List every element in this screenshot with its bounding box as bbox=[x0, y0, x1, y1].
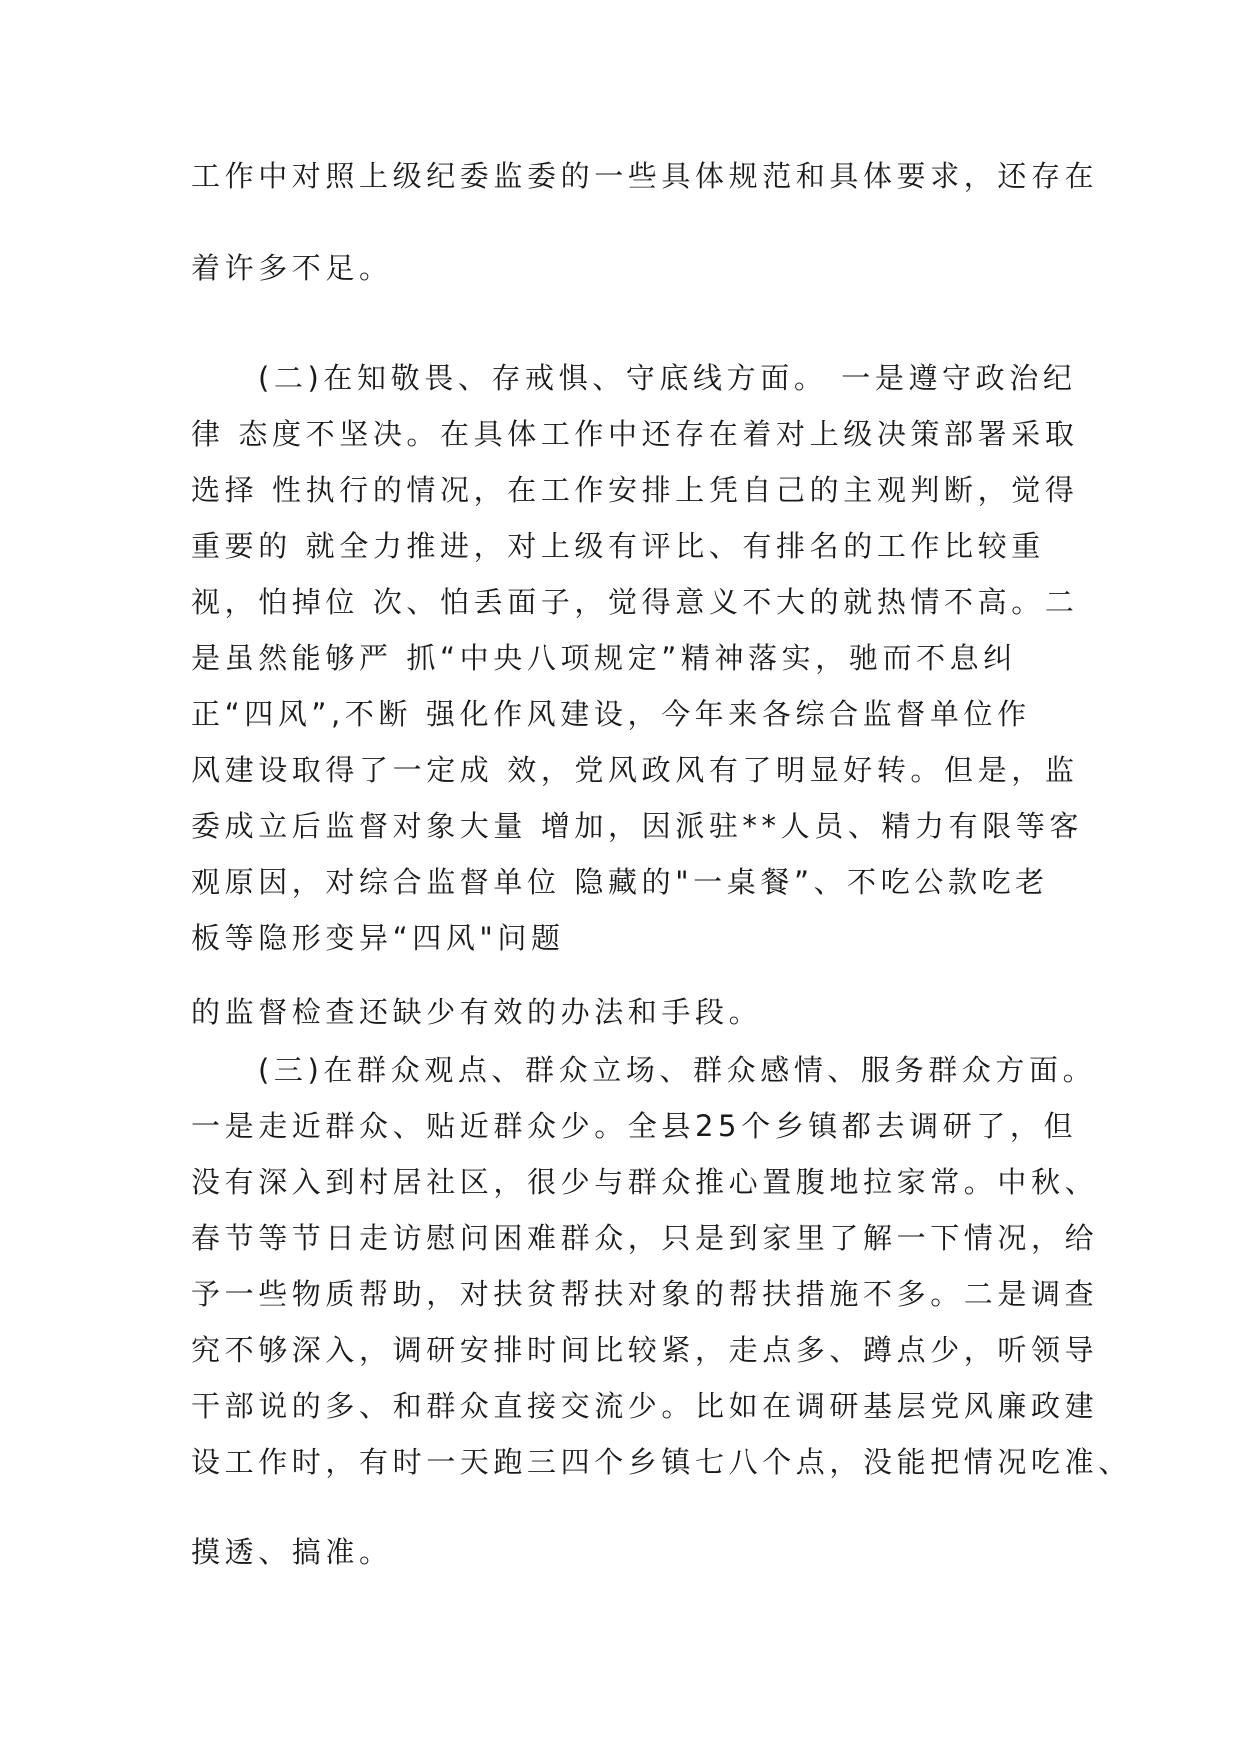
text-line: 没有深入到村居社区，很少与群众推心置腹地拉家常。中秋、 bbox=[191, 1165, 1099, 1199]
text-line: 选择 性执行的情况，在工作安排上凭自己的主观判断，觉得 bbox=[191, 473, 1079, 507]
section-heading-line: (二)在知敬畏、存戒惧、守底线方面。 一是遵守政治纪 bbox=[258, 361, 1077, 395]
text-line: 视，怕掉位 次、怕丢面子，觉得意义不大的就热情不高。二 bbox=[191, 585, 1079, 619]
text-line: 一是走近群众、贴近群众少。全县25个乡镇都去调研了，但 bbox=[191, 1109, 1078, 1143]
text-line: 究不够深入，调研安排时间比较紧，走点多、蹲点少，听领导 bbox=[191, 1333, 1099, 1367]
text-line: 干部说的多、和群众直接交流少。比如在调研基层党风廉政建 bbox=[191, 1389, 1099, 1423]
text-line: 风建设取得了一定成 效，党风政风有了明显好转。但是，监 bbox=[191, 753, 1079, 787]
text-line: 观原因，对综合监督单位 隐藏的"一桌餐”、不吃公款吃老 bbox=[191, 865, 1049, 899]
text-line: 工作中对照上级纪委监委的一些具体规范和具体要求，还存在 bbox=[191, 159, 1099, 193]
text-line: 设工作时，有时一天跑三四个乡镇七八个点，没能把情况吃准、 bbox=[191, 1445, 1132, 1479]
text-line: 摸透、搞准。 bbox=[191, 1535, 393, 1569]
text-line: 委成立后监督对象大量 增加，因派驻**人员、精力有限等客 bbox=[191, 809, 1084, 843]
text-line: 春节等节日走访慰问困难群众，只是到家里了解一下情况，给 bbox=[191, 1221, 1099, 1255]
text-line: 正“四风”,不断 强化作风建设，今年来各综合监督单位作 bbox=[191, 697, 1031, 731]
text-line: 的监督检查还缺少有效的办法和手段。 bbox=[191, 995, 763, 1029]
section-heading-line: (三)在群众观点、群众立场、群众感情、服务群众方面。 bbox=[258, 1053, 1097, 1087]
text-line: 板等隐形变异“四风"问题 bbox=[191, 921, 565, 955]
text-line: 重要的 就全力推进，对上级有评比、有排名的工作比较重 bbox=[191, 529, 1045, 563]
text-line: 着许多不足。 bbox=[191, 251, 393, 285]
text-line: 予一些物质帮助，对扶贫帮扶对象的帮扶措施不多。二是调查 bbox=[191, 1277, 1099, 1311]
text-line: 是虽然能够严 抓“中央八项规定”精神落实，驰而不息纠 bbox=[191, 641, 1017, 675]
text-line: 律 态度不坚决。在具体工作中还存在着对上级决策部署采取 bbox=[191, 417, 1079, 451]
